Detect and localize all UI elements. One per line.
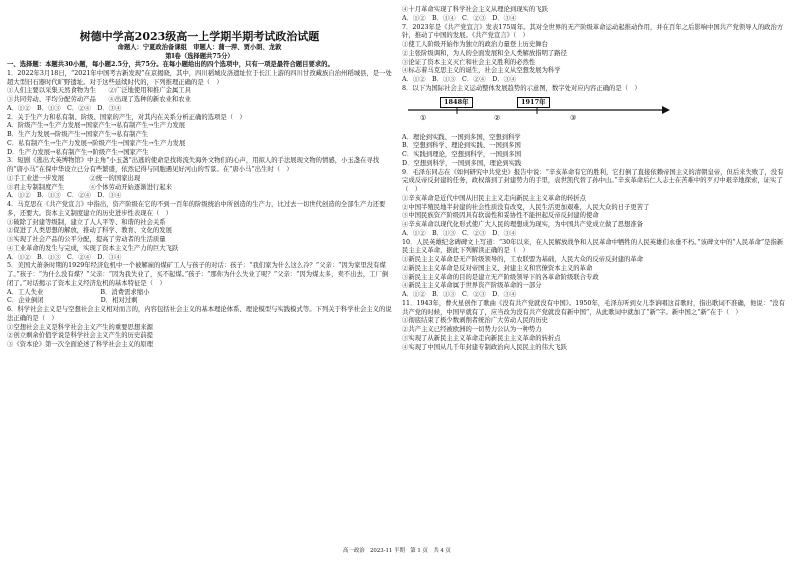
question-line: 6．科学社会主义是与空想社会主义相对而言的，内容包括社会主义的基本理论体系、理论模型与实践模式等。下列关于科学社会主义的说法正确的是（ ） [7,306,392,322]
question-line: A．①② B．①③ C．②③ D．③④ [402,229,517,237]
question-line: 5．美国大萧条时期的1929年经济危机中一个被解雇的煤矿工人与孩子的对话：孩子：“我们家为什么这么冷？”父亲：“因为家里没有煤了。”孩子：“为什么没有煤？”父亲：“因为我失业了，买不起煤。”孩子：“那你为什么失业了呢？”父亲：“因为煤太多，卖不出去，工厂倒闭了。”对话揭示了资本主义经济危机的基本特征是（ ） [7,262,389,287]
question-line: A．①② B．①③ C．②④ D．③④ [402,76,517,83]
question-line: D．生产力发展→私有制产生→阶级产生→国家产生 [7,148,149,156]
question-line: C．企业倒闭 D．相对过剩 [7,297,138,305]
question-line: A．阶级产生→生产力发展→国家产生→私有制产生→生产力发展 [7,122,186,130]
right-column [402,6,787,352]
question-line: ④实现了中国从几千年封建专制政治向人民民主的伟大飞跃 [402,343,567,351]
question-line: A．①② B．①③ C．②③ D．③④ [402,291,517,298]
question-line: ③君主专制制度产生 ④个体劳动开始逐渐进行起来 [7,183,172,191]
question-line: ①手工业进一步发展 ②统一的国家出现 [7,174,141,182]
question-line: ③中国民族资产阶级因具有软弱性和妥协性不能担起反帝反封建的使命 [402,212,599,220]
question-line: 10．人民英雄纪念碑碑文上写道：“30年以来，在人民解放战争和人民革命中牺牲的人民英雄们永垂不朽。”该碑文中的“人民革命”是指新民主主义革命，据此下列解读正确的是（ ） [402,238,784,255]
question-line: C．私有制产生→生产力发展→阶级产生→国家产生→生产力发展 [7,139,186,147]
timeline-num-1: ① [420,113,427,122]
question-line: A．①② B．①③ C．②④ D．③④ [7,104,122,112]
question-line: ③论证了资本主义灭亡和社会主义胜利的必然性 [402,58,536,66]
question-line: ④辛亥革命以现代化形式使广大人民的理想成为现实，为中国共产党成立做了思想准备 [402,221,644,228]
question-line: 7．2023年是《共产党宣言》发表175周年。其对全世界的无产阶级革命运动起推动作用，并在百年之后影响中国共产党领导人的政治方针，推动了中国的发展。《共产党宣言》（ ） [402,23,784,40]
question-line: ①新民主主义革命是无产阶级领导的，工农联盟为基础，人民大众的反帝反封建的革命 [402,256,644,263]
question-line: ③《资本论》第一次全面论述了科学社会主义的原理 [7,341,153,348]
question-line: 3．短剧《逃出大英博物馆》中主角“小玉盏”出逃的使命是找将流失海外文物们的心声，用拟人的手法展现文物的情感，小玉盏在寻找的“唐小马”在保中华设立已分有些繁盛，依然记得与同胞遇见好河山的雪景。在“唐小马”出生时（ ） [7,157,380,173]
right-question-list-bottom [402,134,787,353]
question-line: ②共产主义已经被欧洲的一切势力公认为一种势力 [402,326,542,333]
question-line: ①破除了封建等级制，建立了人人平等、和谐的社会关系 [7,218,166,226]
left-column [7,6,392,350]
question-line: ④十月革命实现了科学社会主义从理论到现实的飞跃 [402,6,548,13]
question-line: ③新民主主义革命的目的是建立无产阶级领导下的各革命阶级联合专政 [402,273,599,281]
exam-authors: 命题人：宁夏政治备课组 审题人：蒲一萍、贾小朗、龙敦 [117,44,282,51]
question-line: D．空想到科学，一国到多国，理论到实践 [402,159,522,167]
instructions: 一、选择题：本题共30小题，每小题2.5分，共75分。在每小题给出的四个选项中，只有一项是最符合题目要求的。 [7,61,334,68]
question-line: ③实现了社会产品的公平分配，提高了劳动者的生活质量 [7,236,166,243]
question-line: ②创立剩余价值学说是科学社会主义产生的历史前提 [7,332,153,340]
exam-title: 树德中学高2023级高一上学期半期考试政治试题 [79,30,320,43]
question-line: ②主张阶级调和，为人的全面发展和全人类解放指明了路径 [402,49,567,57]
question-line: ②促进了人类思想的解放，推动了科学、教育、文化的发展 [7,227,172,235]
timeline-diagram [402,96,787,132]
question-line: 9．毛泽东同志在《如何研究中共党史》报告中说：“辛亥革命有它的胜利，它打倒了直接依赖帝国主义的清朝皇帝，但后来失败了，没有完成反帝反封建的任务，政权落到了封建势力的手里，袁世凯代替了孙中山。”辛亥革命后仁人志士在苦难中的歹刃中艰辛地探索，证实了（ ） [402,168,784,193]
question-line: ③共同劳动、平均分配劳动产品 ④出现了选种的新农业和农业 [7,96,191,103]
timeline-num-3: ③ [570,113,577,122]
question-line: 11．1943年，曹火星创作了歌曲《没有共产党就没有中国》。1950年，毛泽东听到女儿李讷唱这首歌时，指出歌词不准确，他说：“没有共产党的时候，中国早就有了，应当改为没有共产党就没有新中国”，从此歌词中就加了“新”字。新中国之“新”在于（ ） [402,299,785,316]
question-line: 2．关于生产力和私有制、阶级、国家的产生，对其内在关系分析正确的选项是（ ） [7,113,246,121]
question-line: A．①② B．①③ C．②④ D．③④ [7,253,122,261]
question-line: ④新民主主义革命属于世界资产阶级革命的一部分 [402,282,542,290]
question-line: A．理论到实践、一国到多国，空想到科学 [402,133,521,141]
question-line: ②新民主主义革命是反对帝国主义、封建主义和官僚资本主义的革命 [402,264,593,272]
question-line: ①辛亥革命是近代中国从旧民主主义走向新民主主义革命的转折点 [402,194,586,202]
question-line: A．工人失业 B．消费需求缩小 [7,288,150,296]
question-line: B．生产力发展→阶级产生→国家产生→私有制产生 [7,131,149,138]
question-line: ①彻底结束了极少数剥削者统治广大劳动人民的历史 [402,317,548,325]
question-line: C．实践到理论，空想到科学，一国到多国 [402,151,522,158]
section-title: 第Ⅰ卷（选择题共75分） [165,53,234,60]
question-line: ①空想社会主义是科学社会主义产生的重要思想来源 [7,323,153,331]
left-question-list [7,70,392,350]
question-line: ③实现了从新民主主义革命走向新民主主义革命的转折点 [402,334,561,342]
question-line: A．①② B．①③ C．②④ D．③④ [7,192,122,200]
timeline-box-1848: 1848年 [440,97,473,108]
question-line: A．①② B．①④ C．②③ D．③④ [402,14,517,22]
question-line: 1．2022年3月18日，“2021年中国考古新发现”在京揭晓，其中，四川稻城皮洛遗址位于长江上游的四川甘孜藏族自治州稻城县，是一处超大型旧石器时代旷野遗址。对于这些延续时代的，下列推理正确的是（ ） [7,69,392,86]
question-line: ④工业革命的发生与完成，实现了资本主义生产力的巨大飞跃 [7,244,179,252]
question-line: B．空想到科学、理论到实践、一国到多国 [402,142,521,150]
question-line: 4．马克思在《共产党宣言》中指出，资产阶级在它的不到一百年的阶级统治中所创造的生产力，比过去一切世代创造的全部生产力还要多，还要大。资本主义制度建立的历史进步性表现在（ ） [7,201,386,217]
question-line: 8．以下为国际社会主义运动整体发展趋势的示意图，数字处对应内容正确的是（ ） [402,84,641,92]
right-question-list-top [402,6,787,94]
page-footer: 高一政治 2023-11 半期 第 1 页 共 4 页 [343,548,451,554]
question-line: ④标志着马克思主义的诞生，社会主义从空想发展为科学 [402,67,561,75]
question-line: ①人们主要以采集天然食物为生 ②广泛地使用和推广金属工具 [7,87,191,95]
question-line: ①使工人阶级开始作为独立的政治力量登上历史舞台 [402,41,548,48]
timeline-box-1917: 1917年 [517,97,550,108]
question-line: ②中国半殖民地半封建的社会性质没有改变，人民生活更加艰难，人民大众的日子更苦了 [402,203,650,211]
timeline-arrow [662,106,670,114]
timeline-num-2: ② [494,113,501,122]
